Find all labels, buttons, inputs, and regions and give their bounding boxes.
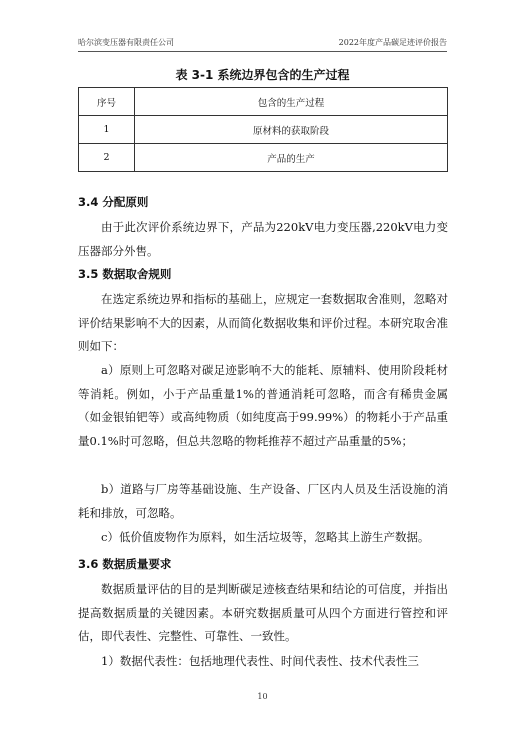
paragraph: 1）数据代表性：包括地理代表性、时间代表性、技术代表性三: [101, 654, 419, 668]
paragraph: 数据质量评估的目的是判断碳足迹核查结果和结论的可信度，并指出提高数据质量的关键因素。本研究数据质量可从四个方面进行管控和评估，即代表性、完整性、可靠性、一致性。: [78, 582, 448, 643]
table-cell-process: 原材料的获取阶段: [135, 116, 448, 144]
section-title-allocation: 3.4 分配原则: [78, 195, 149, 209]
table-header-process: 包含的生产过程: [135, 88, 448, 116]
section-title-cutoff-rules: 3.5 数据取舍规则: [78, 267, 172, 281]
table-row: [79, 116, 448, 144]
section-title-data-quality: 3.6 数据质量要求: [78, 557, 172, 571]
header-report-title: 2022年度产品碳足迹评价报告: [338, 38, 447, 47]
table-cell-process: 产品的生产: [135, 144, 448, 172]
table-caption: 表 3-1 系统边界包含的生产过程: [175, 68, 350, 82]
page-number: 10: [257, 692, 268, 701]
paragraph: 由于此次评价系统边界下，产品为220kV电力变压器,220kV电力变压器部分外售。: [78, 220, 448, 258]
table-cell-index: 1: [79, 116, 135, 144]
table-cell-index: 2: [79, 144, 135, 172]
paragraph: a）原则上可忽略对碳足迹影响不大的能耗、原辅料、使用阶段耗材等消耗。例如，小于产品重量1%的普通消耗可忽略，而含有稀贵金属（如金银铂钯等）或高纯物质（如纯度高于99.99%）的物耗小于产品重量0.1%时可忽略，但总共忽略的物耗推荐不超过产品重量的5%；: [78, 363, 448, 448]
process-table: [78, 87, 448, 172]
table-header-row: [79, 88, 448, 116]
paragraph: c）低价值废物作为原料，如生活垃圾等，忽略其上游生产数据。: [101, 530, 430, 544]
table-header-index: 序号: [79, 88, 135, 116]
paragraph: b）道路与厂房等基础设施、生产设备、厂区内人员及生活设施的消耗和排放，可忽略。: [78, 482, 448, 520]
header-company: 哈尔滨变压器有限责任公司: [78, 38, 174, 47]
paragraph: 在选定系统边界和指标的基础上，应规定一套数据取舍准则，忽略对评价结果影响不大的因素，从而简化数据收集和评价过程。本研究取舍准则如下：: [78, 292, 448, 353]
page-header: [78, 37, 447, 52]
table-row: [79, 144, 448, 172]
